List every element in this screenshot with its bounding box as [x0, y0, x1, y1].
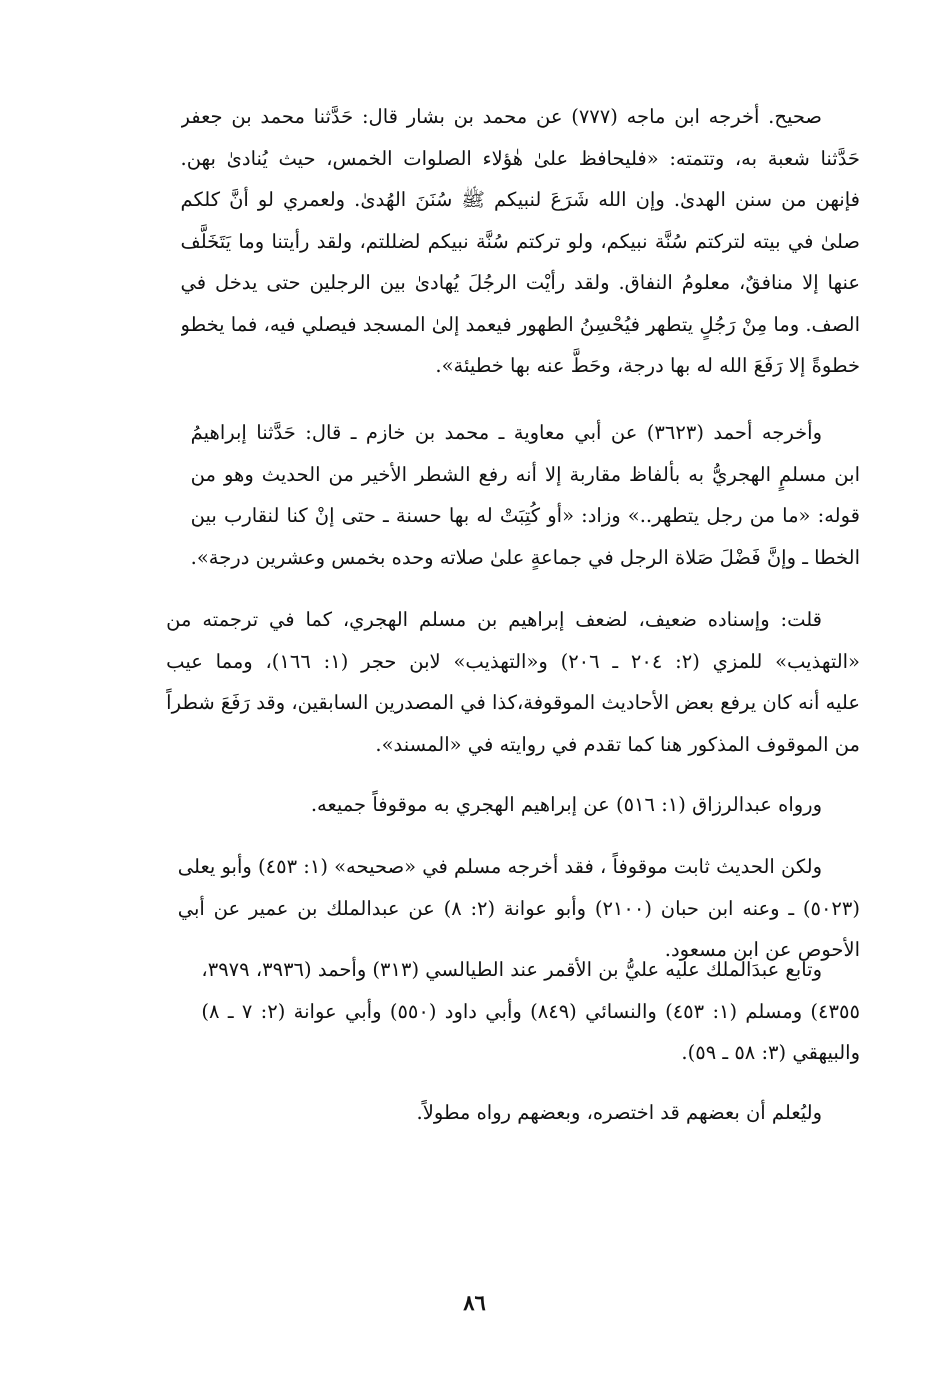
text-line: وأخرجه أحمد (٣٦٢٣) عن أبي معاوية ـ محمد بن خازم ـ قال: حَدَّثنا إبراهيمُ — [190, 421, 822, 444]
paragraph-abdurrazzaq — [311, 784, 860, 826]
text-line: قلت: وإسناده ضعيف، لضعف إبراهيم بن مسلم الهجري، كما في ترجمته من — [166, 608, 822, 631]
text-line: صلىٰ في بيته لتركتم سُنَّة نبيكم، ولو تركتم سُنَّة نبيكم لضللتم، ولقد رأيتنا وما يَتَخَلَّف — [180, 229, 860, 253]
text-line: والبيهقي (٣: ٥٨ ـ ٥٩). — [681, 1041, 860, 1064]
text-line: الأحوص عن ابن مسعود. — [664, 938, 860, 961]
paragraph-isnad-weakness — [166, 599, 860, 765]
text-line: فإنهن من سنن الهدىٰ. وإن الله شَرَعَ لنبيكم ﷺ سُنَنَ الهُدىٰ. ولعمري لو أنَّ كلكم — [180, 188, 860, 211]
text-line: وليُعلم أن بعضهم قد اختصره، وبعضهم رواه مطولاً. — [416, 1101, 822, 1124]
paragraph-mutabaah — [201, 949, 860, 1074]
text-line: ٤٣٥٥) ومسلم (١: ٤٥٣) والنسائي (٨٤٩) وأبي داود (٥٥٠) وأبي عوانة (٢: ٧ ـ ٨) — [201, 999, 860, 1023]
text-line: صحيح. أخرجه ابن ماجه (٧٧٧) عن محمد بن بشار قال: حَدَّثنا محمد بن جعفر — [180, 105, 822, 128]
text-line: «التهذيب» للمزي (٢: ٢٠٤ ـ ٢٠٦) و«التهذيب» لابن حجر (١: ١٦٦)، ومما عيب — [166, 649, 860, 673]
paragraph-hadith-takhrij — [181, 96, 860, 387]
text-line: ورواه عبدالرزاق (١: ٥١٦) عن إبراهيم الهجري به موقوفاً جميعه. — [310, 793, 822, 816]
text-line: عليه أنه كان يرفع بعض الأحاديث الموقوفة،كذا في المصدرين السابقين، وقد رَفَعَ شطراً — [166, 691, 860, 714]
paragraph-closing-note — [417, 1092, 860, 1134]
text-line: ابن مسلمٍ الهجريُّ به بألفاظ مقاربة إلا أنه رفع الشطر الأخير من الحديث وهو من — [190, 462, 860, 486]
text-line: الصف. وما مِنْ رَجُلٍ يتطهر فيُحْسِنُ الطهور فيعمد إلىٰ المسجد فيصلي فيه، فما يخطو — [180, 312, 860, 336]
text-line: وتابع عبدَالملك عليه عليُّ بن الأقمر عند الطيالسي (٣١٣) وأحمد (٣٩٣٦، ٣٩٧٩، — [201, 958, 822, 981]
paragraph-ahmad-narration — [191, 412, 860, 578]
text-line: من الموقوف المذكور هنا كما تقدم في روايته في «المسند». — [375, 732, 860, 756]
text-line: عنها إلا منافقٌ، معلومُ النفاق. ولقد رأيْت الرجُلَ يُهادىٰ بين الرجلين حتى يدخل في — [180, 271, 860, 294]
text-line: الخطا ـ وإنَّ فَضْلَ صَلاة الرجل في جماعةٍ علىٰ صلاته وحده بخمس وعشرين درجة». — [190, 545, 860, 569]
text-line: ولكن الحديث ثابت موقوفاً ، فقد أخرجه مسلم في «صحيحه» (١: ٤٥٣) وأبو يعلى — [177, 855, 822, 878]
page-number: ٨٦ — [463, 1290, 486, 1315]
text-line: قوله: «ما من رجل يتطهر..» وزاد: «أو كُتِبَتْ له بها حسنة ـ حتى إنْ كنا لنقارب بين — [190, 504, 860, 527]
text-line: خطوةً إلا رَفَعَ الله له بها درجة، وحَطَّ عنه بها خطيئة». — [435, 354, 860, 377]
text-line: حَدَّثنا شعبة به، وتتمته: «فليحافظ علىٰ هٰؤلاء الصلوات الخمس، حيث يُنادىٰ بهن. — [180, 146, 860, 170]
text-line: (٥٠٢٣) ـ وعنه ابن حبان (٢١٠٠) وأبو عوانة (٢: ٨) عن عبدالملك بن عمير عن أبي — [177, 896, 860, 920]
